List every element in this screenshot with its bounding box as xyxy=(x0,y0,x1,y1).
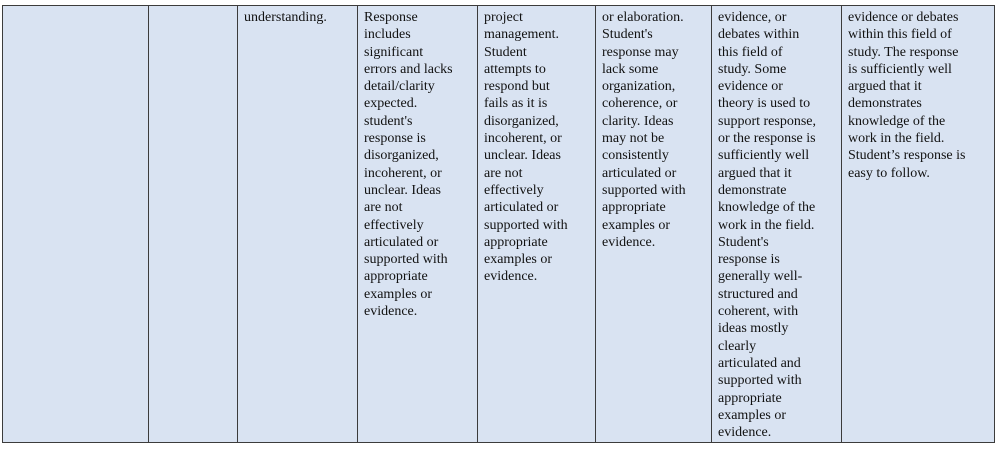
cell-text-line: expected. xyxy=(364,96,418,112)
cell-text-line: demonstrates xyxy=(848,96,922,112)
cell-text-line: appropriate xyxy=(484,234,548,250)
cell-text-line: appropriate xyxy=(718,390,782,406)
cell-text-line: demonstrate xyxy=(718,182,787,198)
cell-text-line: response is xyxy=(364,131,426,147)
cell-text-line: errors and lacks xyxy=(364,61,453,77)
cell-text-line: appropriate xyxy=(364,269,428,285)
cell-text-line: articulated or xyxy=(484,200,559,216)
cell-text-line: organization, xyxy=(602,79,676,95)
cell-text-line: attempts to xyxy=(484,61,546,77)
cell-text-line: consistently xyxy=(602,148,669,164)
cell-text-line: fails as it is xyxy=(484,96,548,112)
cell-text-line: disorganized, xyxy=(484,113,559,129)
cell-text-line: lack some xyxy=(602,61,659,77)
cell-text-line: evidence or debates xyxy=(848,10,959,25)
cell-text-line: supported with xyxy=(718,373,802,389)
cell-text-line: project xyxy=(484,10,523,25)
cell-text-line: unclear. Ideas xyxy=(364,182,441,198)
cell-text-line: are not xyxy=(364,200,403,216)
cell-text-line: effectively xyxy=(364,217,424,233)
cell-text-line: coherence, or xyxy=(602,96,678,112)
cell-text-line: evidence. xyxy=(602,234,656,250)
rubric-cell-col-6 xyxy=(596,6,712,442)
cell-text-line: student's xyxy=(364,113,413,129)
cell-text-line: or elaboration. xyxy=(602,10,684,25)
cell-text-line: response may xyxy=(602,44,679,60)
cell-text-line: articulated and xyxy=(718,355,801,371)
cell-text-line: examples or xyxy=(602,217,671,233)
cell-text-line: appropriate xyxy=(602,200,666,216)
cell-text-line: study. Some xyxy=(718,61,787,77)
cell-text-line: includes xyxy=(364,27,411,43)
rubric-cell-col-3 xyxy=(238,6,358,442)
cell-text-line: structured and xyxy=(718,286,798,302)
cell-text-line: this field of xyxy=(718,44,783,60)
cell-text-line: respond but xyxy=(484,79,550,95)
rubric-table xyxy=(2,5,995,443)
cell-text-line: generally well- xyxy=(718,269,803,285)
rubric-cell-col-7 xyxy=(712,6,842,442)
cell-text-line: argued that it xyxy=(718,165,792,181)
cell-text-line: work in the field. xyxy=(718,217,815,233)
cell-text-line: knowledge of the xyxy=(718,200,816,216)
cell-text-line: sufficiently well xyxy=(718,148,810,164)
cell-text-line: Student xyxy=(484,44,527,60)
cell-text-line: Student's xyxy=(718,234,769,250)
cell-text-line: Response xyxy=(364,10,418,25)
cell-text-line: unclear. Ideas xyxy=(484,148,561,164)
cell-text-line: is sufficiently well xyxy=(848,61,952,77)
cell-text-line: supported with xyxy=(364,252,448,268)
cell-text-line: knowledge of the xyxy=(848,113,946,129)
cell-text-line: effectively xyxy=(484,182,544,198)
cell-text-line: study. The response xyxy=(848,44,959,60)
cell-text-line: support response, xyxy=(718,113,816,129)
cell-text-line: management. xyxy=(484,27,560,43)
cell-text-line: Student's xyxy=(602,27,653,43)
cell-text-line: within this field of xyxy=(848,27,952,43)
cell-text-line: response is xyxy=(718,252,780,268)
cell-text-line: work in the field. xyxy=(848,131,945,147)
cell-text-line: significant xyxy=(364,44,424,60)
cell-text-line: supported with xyxy=(484,217,568,233)
cell-text-line: evidence. xyxy=(484,269,538,285)
cell-text-line: understanding. xyxy=(244,10,327,25)
cell-text-line: Student’s response is xyxy=(848,148,966,164)
cell-text-line: incoherent, or xyxy=(364,165,442,181)
cell-text-line: detail/clarity xyxy=(364,79,435,95)
cell-text-line: clarity. Ideas xyxy=(602,113,674,129)
cell-text-line: are not xyxy=(484,165,523,181)
cell-text-line: may not be xyxy=(602,131,665,147)
cell-text-line: examples or xyxy=(364,286,433,302)
cell-text-line: evidence. xyxy=(364,304,418,320)
cell-text-line: debates within xyxy=(718,27,800,43)
rubric-cell-col-5 xyxy=(478,6,596,442)
cell-text-line: theory is used to xyxy=(718,96,811,112)
cell-text-line: evidence, or xyxy=(718,10,787,25)
cell-text-line: supported with xyxy=(602,182,686,198)
cell-text-line: or the response is xyxy=(718,131,816,147)
cell-text-line: argued that it xyxy=(848,79,922,95)
rubric-cell-col-4 xyxy=(358,6,478,442)
cell-text-line: examples or xyxy=(718,407,787,423)
cell-text-line: disorganized, xyxy=(364,148,439,164)
cell-text-line: examples or xyxy=(484,252,553,268)
cell-text-line: easy to follow. xyxy=(848,165,930,181)
cell-text-line: coherent, with xyxy=(718,304,799,320)
cell-text-line: evidence or xyxy=(718,79,783,95)
cell-text-line: articulated or xyxy=(602,165,677,181)
cell-text-line: evidence. xyxy=(718,425,772,441)
cell-text-line: articulated or xyxy=(364,234,439,250)
rubric-cell-col-1 xyxy=(3,6,149,442)
cell-text-line: incoherent, or xyxy=(484,131,562,147)
cell-text-line: ideas mostly xyxy=(718,321,789,337)
rubric-cell-col-8 xyxy=(842,6,994,442)
cell-text-line: clearly xyxy=(718,338,757,354)
rubric-cell-col-2 xyxy=(149,6,238,442)
